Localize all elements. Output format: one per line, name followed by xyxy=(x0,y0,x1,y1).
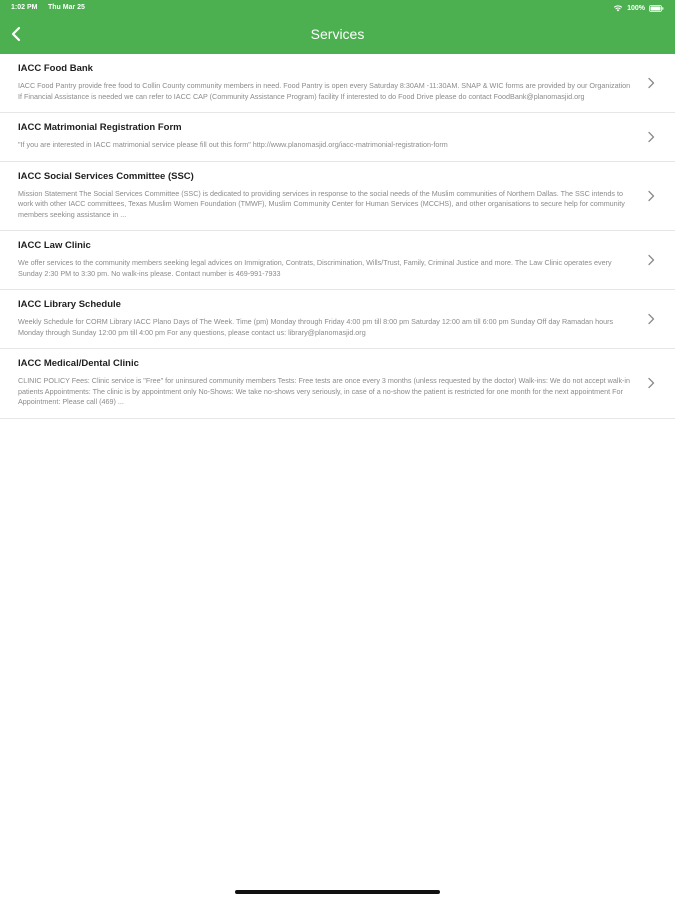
battery-percent: 100% xyxy=(627,4,645,12)
service-item-social-services[interactable] xyxy=(0,162,675,232)
header xyxy=(0,0,675,54)
service-description: Mission Statement The Social Services Committee (SSC) is dedicated to providing services in response to the social needs of the Muslim communities of Northern Dallas. The SSC intends to work with other IACC committees, Texas Muslim Women Foundation (TMWF), Muslim Community Center for Human Services (MCCHS), and other organisations to secure help for community members seeking assistance in ... xyxy=(18,188,625,219)
status-bar xyxy=(0,0,675,16)
status-date: Thu Mar 25 xyxy=(48,4,85,11)
service-title: IACC Matrimonial Registration Form xyxy=(18,122,182,133)
service-description: IACC Food Pantry provide free food to Collin County community members in need. Food Pantry is open every Saturday 8:30AM -11:30AM. SNAP & WIC forms are provided by our Organization If Financial Assistance is needed we can refer to IACC CAP (Community Assistance Program) facility If interested to do Food Drive please do contact FoodBank@planomasjid.org xyxy=(18,81,631,101)
service-title: IACC Medical/Dental Clinic xyxy=(18,358,139,369)
service-title: IACC Library Schedule xyxy=(18,299,121,310)
chevron-right-icon xyxy=(647,131,655,143)
service-title: IACC Food Bank xyxy=(18,63,93,74)
chevron-right-icon xyxy=(647,377,655,389)
home-indicator[interactable] xyxy=(235,890,440,894)
chevron-right-icon xyxy=(647,77,655,89)
service-description: "If you are interested in IACC matrimonial service please fill out this form" http://www.planomasjid.org/iacc-matrimonial-registration-form xyxy=(18,140,448,149)
service-title: IACC Law Clinic xyxy=(18,240,91,251)
service-item-medical-dental[interactable] xyxy=(0,349,675,419)
chevron-right-icon xyxy=(647,313,655,325)
service-item-law-clinic[interactable] xyxy=(0,231,675,290)
status-time: 1:02 PM xyxy=(11,4,38,11)
battery-icon xyxy=(649,5,664,12)
chevron-right-icon xyxy=(647,254,655,266)
status-right xyxy=(613,4,664,12)
service-title: IACC Social Services Committee (SSC) xyxy=(18,170,194,182)
services-list xyxy=(0,54,675,419)
page-title: Services xyxy=(310,26,365,42)
nav-bar xyxy=(0,16,675,54)
service-description: Weekly Schedule for CORM Library IACC Plano Days of The Week. Time (pm) Monday through Friday 4:00 pm till 8:00 pm Saturday 12:00 am till 6:00 pm Sunday Off day Ramadan hours Monday through Sunday 12:00 pm till 4:00 pm For any questions, please contact us: library@planomasjid.org xyxy=(18,317,614,337)
service-description: We offer services to the community members seeking legal advices on Immigration, Contrats, Discrimination, Wills/Trust, Family, Criminal Justice and more. The Law Clinic operates every Sunday 2:30 PM to 3:30 pm. No walk-ins please. Contact number is 469-991-7933 xyxy=(18,258,612,278)
service-item-matrimonial[interactable] xyxy=(0,113,675,162)
service-item-food-bank[interactable] xyxy=(0,54,675,113)
wifi-icon xyxy=(613,4,623,12)
chevron-right-icon xyxy=(647,190,655,202)
service-item-library-schedule[interactable] xyxy=(0,290,675,349)
service-description: CLINIC POLICY Fees: Clinic service is "Free" for uninsured community members Tests: Free tests are once every 3 months (unless requested by the doctor) Walk-ins: We do not accept walk-in patients Appointments: The clinic is by appointment only No-Shows: We take no-shows very seriously, in case of a no-show the patient is restricted for one month for the next appointment For Appointment: Please call (469) ... xyxy=(18,376,631,406)
